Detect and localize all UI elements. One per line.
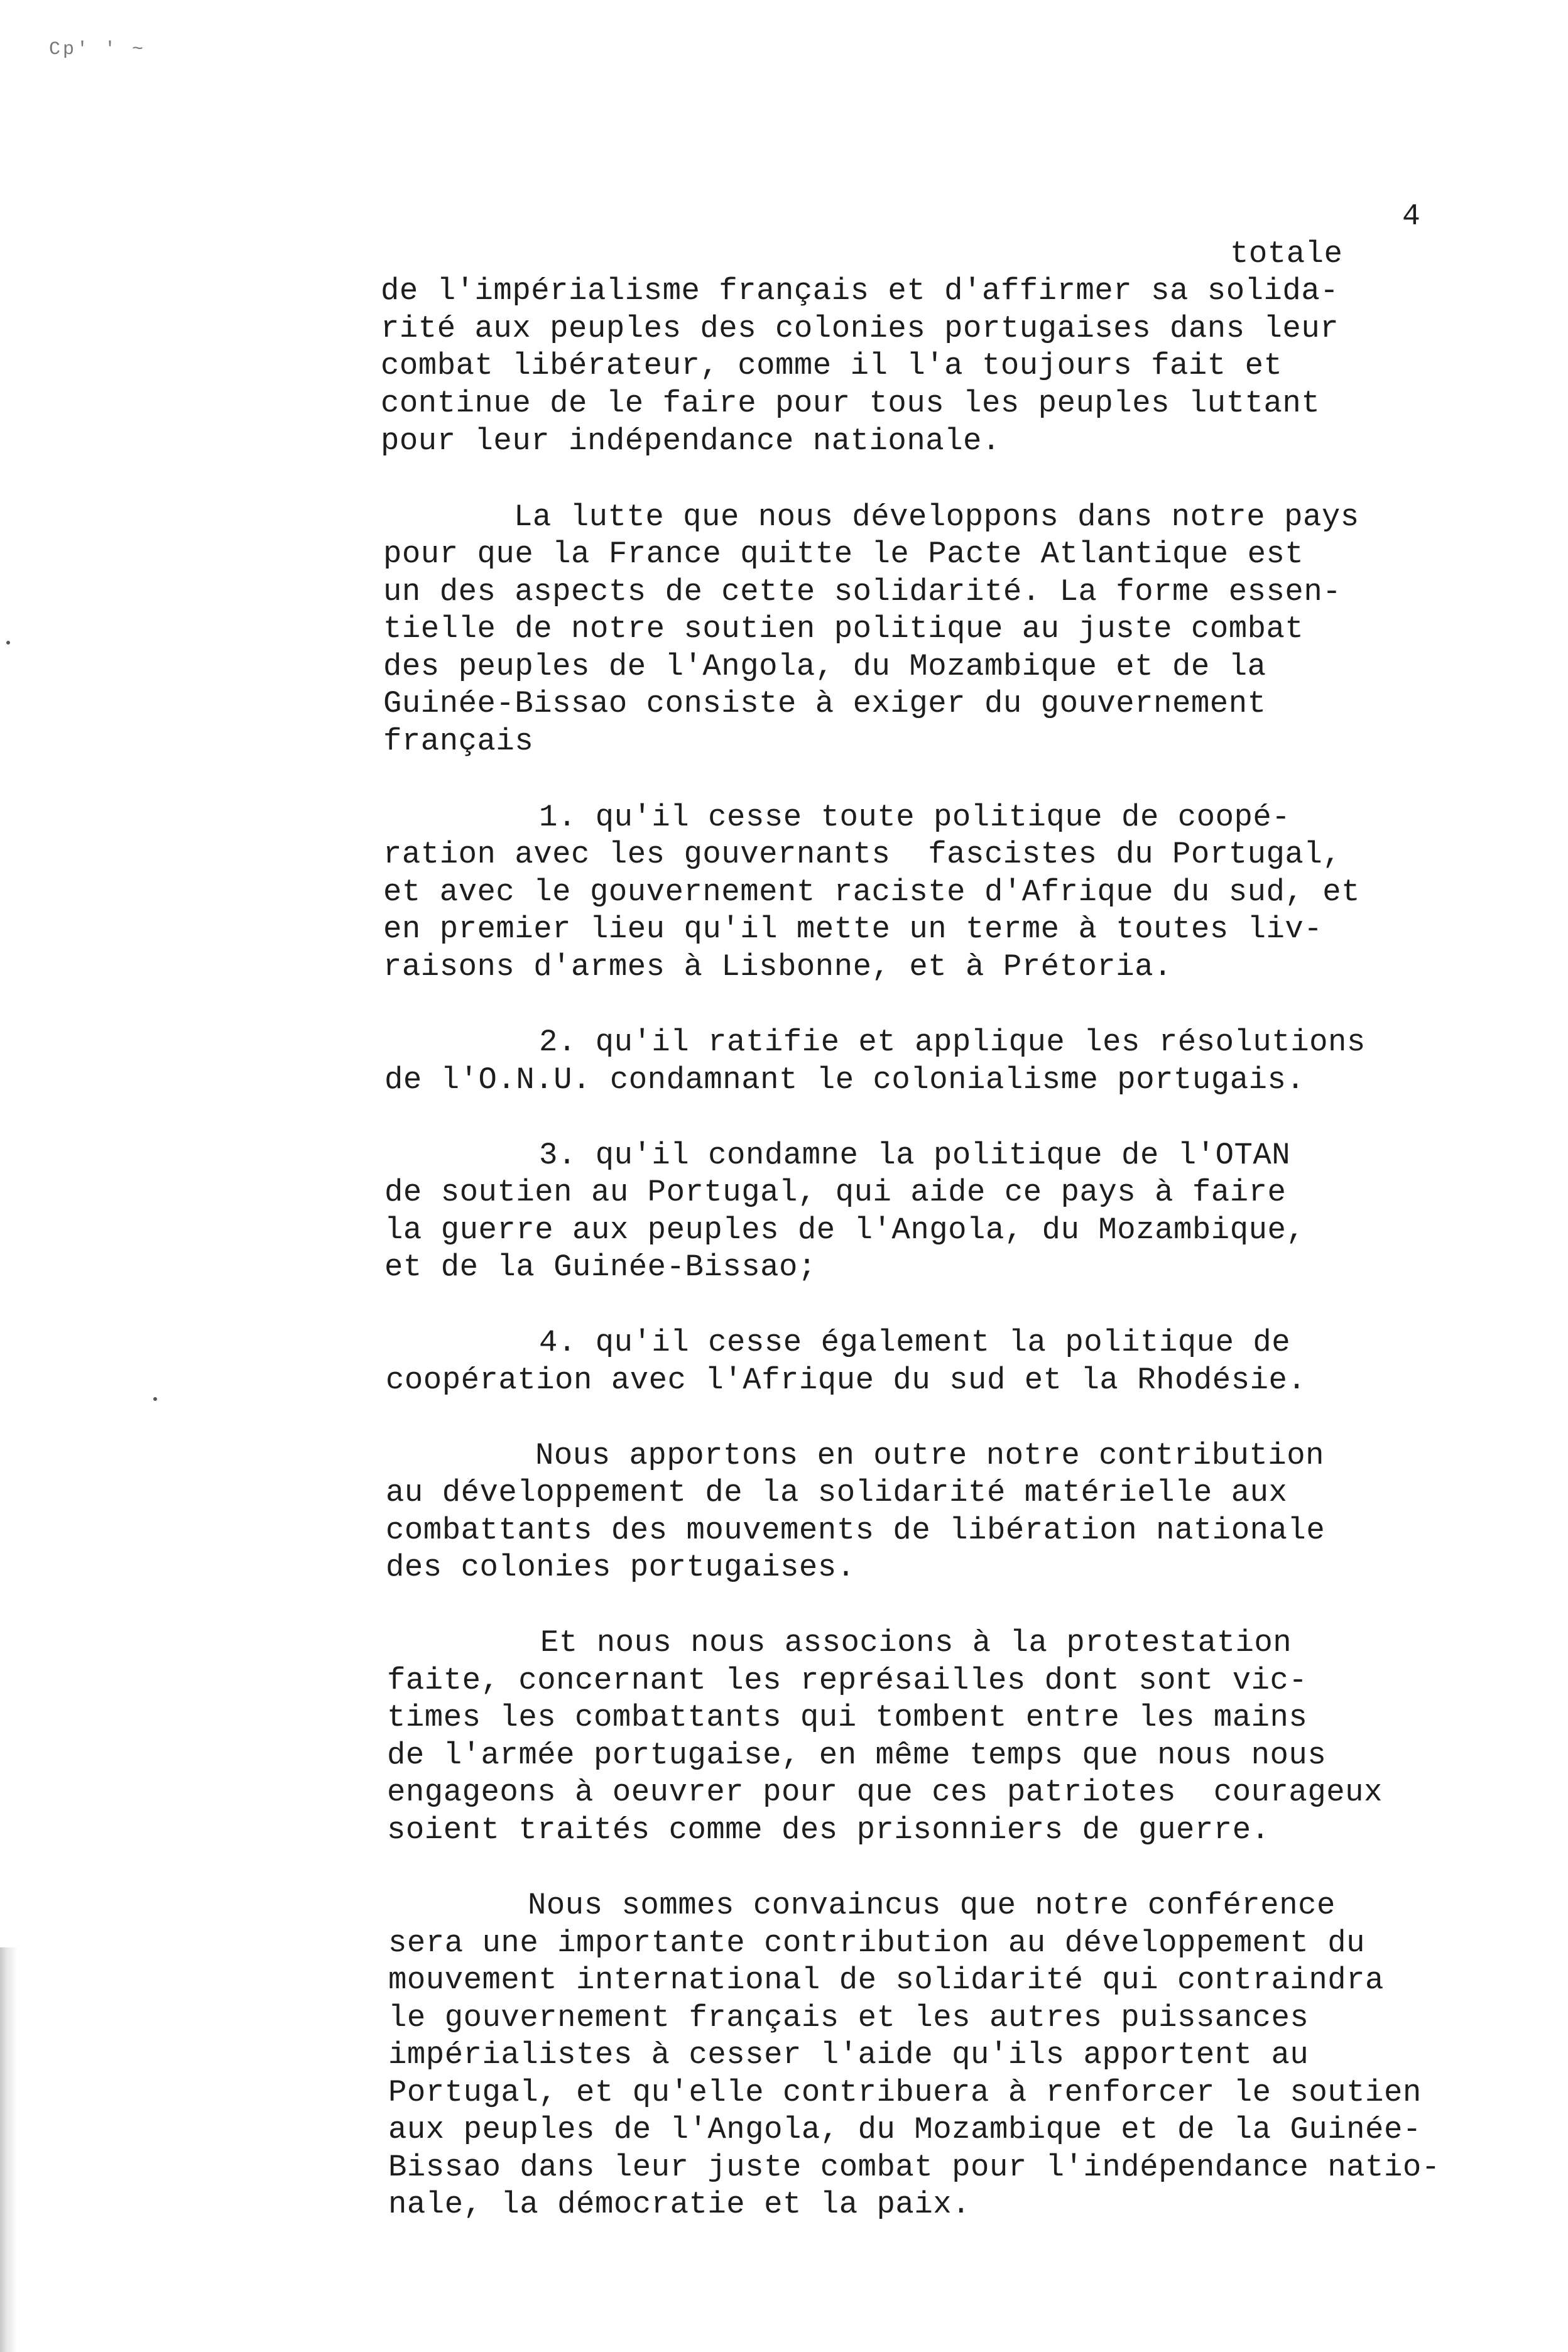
list-item-line: de soutien au Portugal, qui aide ce pays à faire [384, 1175, 1287, 1210]
corner-handwritten-mark: Cp' ' ~ [49, 39, 146, 60]
text-line: impérialistes à cesser l'aide qu'ils apportent au [388, 2037, 1309, 2072]
text-line: des colonies portugaises. [386, 1550, 856, 1585]
text-line: Nous apportons en outre notre contribution [535, 1438, 1325, 1473]
text-line: La lutte que nous développons dans notre pays [514, 499, 1359, 535]
text-line: des peuples de l'Angola, du Mozambique et de la [383, 649, 1266, 684]
text-line: rité aux peuples des colonies portugaises dans leur [381, 311, 1339, 346]
text-line: mouvement international de solidarité qui contraindra [388, 1963, 1384, 1998]
text-line: Et nous nous associons à la protestation [540, 1625, 1292, 1660]
list-item-line: en premier lieu qu'il mette un terme à toutes liv- [383, 912, 1323, 947]
text-line: français [383, 724, 534, 759]
text-line: pour leur indépendance nationale. [381, 423, 1001, 459]
text-line: combat libérateur, comme il l'a toujours fait et [381, 348, 1283, 383]
text-line: au développement de la solidarité matérielle aux [386, 1475, 1288, 1510]
text-line: un des aspects de cette solidarité. La forme essen- [383, 574, 1342, 609]
scan-speck [6, 641, 10, 645]
list-item-line: 4. qu'il cesse également la politique de [539, 1325, 1291, 1360]
text-line: aux peuples de l'Angola, du Mozambique et de la Guinée- [388, 2112, 1422, 2147]
text-line: de l'impérialisme français et d'affirmer sa solida- [381, 273, 1339, 308]
text-line: totale [1230, 236, 1343, 271]
text-line: de l'armée portugaise, en même temps que nous nous [387, 1738, 1327, 1773]
list-item-line: 2. qu'il ratifie et applique les résolutions [539, 1025, 1366, 1060]
scan-speck [153, 1397, 157, 1401]
list-item-line: de l'O.N.U. condamnant le colonialisme portugais. [384, 1062, 1305, 1097]
page-number: 4 [1402, 200, 1420, 234]
text-line: combattants des mouvements de libération nationale [386, 1513, 1326, 1548]
text-line: continue de le faire pour tous les peuples luttant [381, 386, 1320, 421]
text-line: Guinée-Bissao consiste à exiger du gouvernement [383, 686, 1266, 721]
list-item-line: 1. qu'il cesse toute politique de coopé- [539, 800, 1291, 835]
text-line: faite, concernant les représailles dont sont vic- [387, 1663, 1308, 1698]
list-item-line: ration avec les gouvernants fascistes du Portugal, [383, 837, 1342, 872]
text-line: engageons à oeuvrer pour que ces patriotes courageux [387, 1775, 1383, 1810]
list-item-line: et avec le gouvernement raciste d'Afrique du sud, et [383, 874, 1361, 910]
list-item-line: raisons d'armes à Lisbonne, et à Prétoria. [383, 949, 1173, 984]
scan-edge-shadow [0, 1947, 18, 2352]
text-line: pour que la France quitte le Pacte Atlantique est [383, 536, 1304, 572]
list-item-line: la guerre aux peuples de l'Angola, du Mozambique, [384, 1212, 1305, 1248]
list-item-line: et de la Guinée-Bissao; [384, 1250, 817, 1285]
text-line: tielle de notre soutien politique au juste combat [383, 611, 1304, 646]
list-item-line: 3. qu'il condamne la politique de l'OTAN [539, 1138, 1291, 1173]
list-item-line: coopération avec l'Afrique du sud et la Rhodésie. [386, 1363, 1307, 1398]
text-line: soient traités comme des prisonniers de guerre. [387, 1812, 1270, 1848]
text-line: Nous sommes convaincus que notre conférence [528, 1888, 1336, 1923]
text-line: Portugal, et qu'elle contribuera à renforcer le soutien [388, 2075, 1422, 2110]
text-line: times les combattants qui tombent entre les mains [387, 1700, 1308, 1735]
text-line: Bissao dans leur juste combat pour l'indépendance natio- [388, 2150, 1440, 2185]
text-line: nale, la démocratie et la paix. [388, 2187, 971, 2222]
text-line: sera une importante contribution au développement du [388, 1925, 1366, 1961]
text-line: le gouvernement français et les autres puissances [388, 2000, 1309, 2035]
